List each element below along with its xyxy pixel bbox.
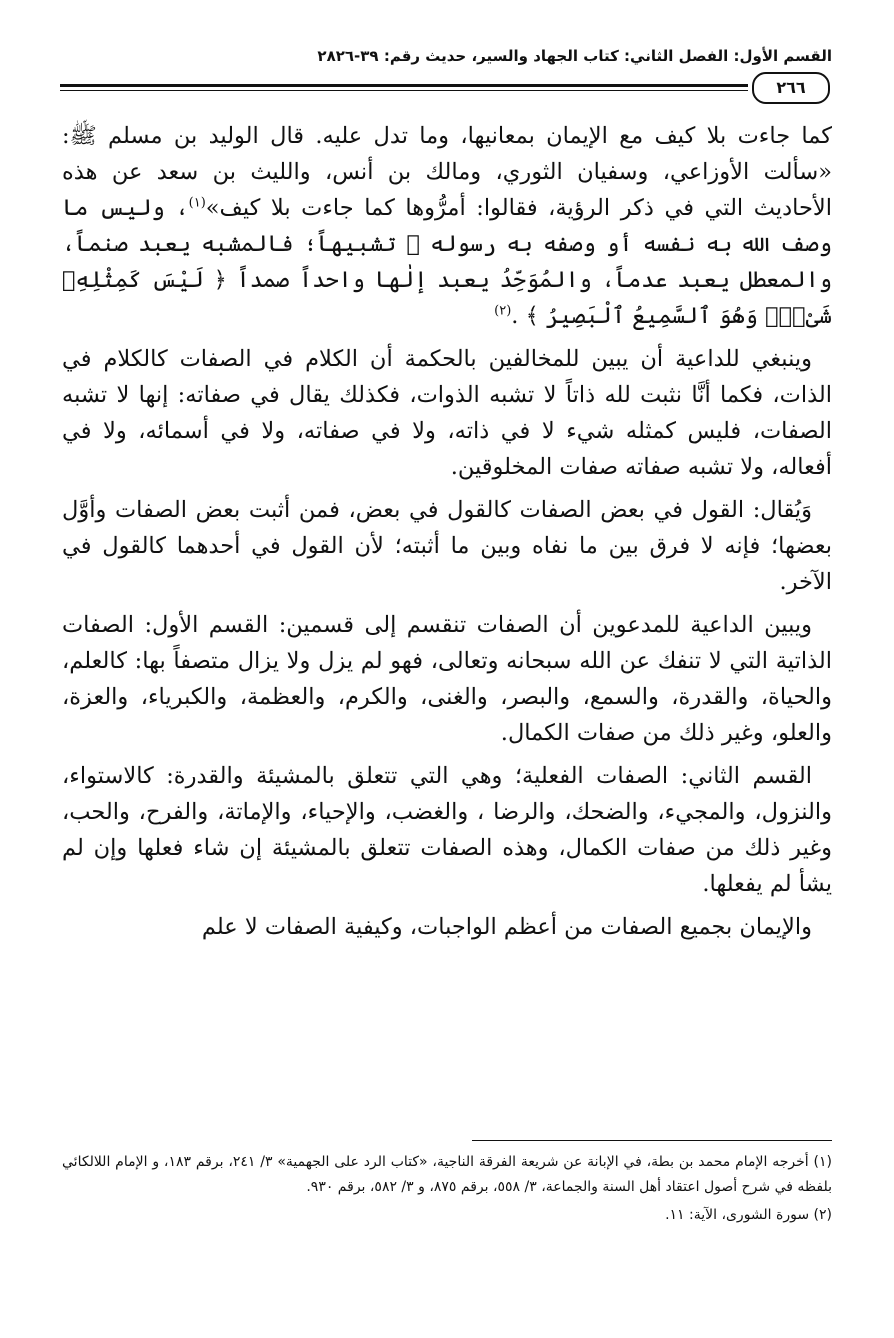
footnotes [62, 1150, 832, 1231]
running-header: القسم الأول: الفصل الثاني: كتاب الجهاد والسير، حديث رقم: ٣٩-٢٨٢٦ [317, 47, 832, 65]
footnote-ref-2: (٢) [494, 303, 512, 319]
paragraph-1-part-a: كما جاءت بلا كيف مع الإيمان بمعانيها، وما تدل عليه. قال الوليد بن مسلم ﷺ: «سألت الأوزاعي، وسفيان الثوري، ومالك بن أنس، والليث بن سعد عن هذه الأحاديث التي في ذكر الرؤية، فقالوا: أمرُّوها كما جاءت بلا كيف» [62, 123, 832, 221]
footnote-separator [472, 1140, 832, 1141]
main-text [62, 118, 832, 952]
footnote-ref-1: (١) [188, 195, 206, 211]
paragraph-1-part-b: ، وليس ما وصف الله به نفسه أو وصفه به رسوله ﷺ تشبيهاً؛ فالمشبه يعبد صنماً، والمعطل يعبد عدماً، والمُوَحِّدُ يعبد إلٰها واحداً صمداً ﴿ لَيْسَ كَمِثْلِهِۦ شَىْءٌۖ وَهُوَ ٱلسَّمِيعُ ٱلْبَصِيرُ ﴾ . [62, 195, 832, 329]
footnote-2: (٢) سورة الشورى، الآية: ١١. [665, 1207, 832, 1223]
paragraph-5: القسم الثاني: الصفات الفعلية؛ وهي التي تتعلق بالمشيئة والقدرة: كالاستواء، والنزول، والمجيء، والضحك، والرضا ، والغضب، والإحياء، والإماتة، والفرح، والحب، وغير ذلك من صفات الكمال، وهذه الصفات تتعلق بالمشيئة إن شاء فعلها وإن لم يشأ لم يفعلها. [62, 763, 832, 897]
paragraph-6: والإيمان بجميع الصفات من أعظم الواجبات، وكيفية الصفات لا علم [201, 914, 812, 940]
header-rule [60, 70, 832, 104]
paragraph-1 [62, 118, 832, 334]
page-number-badge: ٢٦٦ [752, 72, 830, 104]
paragraph-4: ويبين الداعية للمدعوين أن الصفات تنقسم إلى قسمين: القسم الأول: الصفات الذاتية التي لا تنفك عن الله سبحانه وتعالى، فهو لم يزل ولا يزال متصفاً بها: كالعلم، والحياة، والقدرة، والسمع، والبصر، والغنى، والكرم، والعظمة، والكبرياء، والعزة، والعلو، وغير ذلك من صفات الكمال. [62, 612, 832, 746]
footnote-1: (١) أخرجه الإمام محمد بن بطة، في الإبانة عن شريعة الفرقة الناجية، «كتاب الرد على الجهمية» ٣/ ٢٤١، برقم ١٨٣، و الإمام اللالكائي بلفظه في شرح أصول اعتقاد أهل السنة والجماعة، ٣/ ٥٥٨، برقم ٨٧٥، و ٣/ ٥٨٢، برقم ٩٣٠. [62, 1154, 832, 1195]
double-rule-line [60, 84, 748, 91]
paragraph-3: وَيُقال: القول في بعض الصفات كالقول في بعض، فمن أثبت بعض الصفات وأوَّل بعضها؛ فإنه لا فرق بين ما نفاه وبين ما أثبته؛ لأن القول في أحدهما كالقول في الآخر. [62, 497, 832, 595]
paragraph-2: وينبغي للداعية أن يبين للمخالفين بالحكمة أن الكلام في الصفات كالكلام في الذات، فكما أنَّا نثبت لله ذاتاً لا تشبه الذوات، فكذلك يقال في صفاته: إنها لا تشبه الصفات، فليس كمثله شيء لا في ذاته، ولا في صفاته، ولا في أسمائه، ولا في أفعاله، ولا تشبه صفاته صفات المخلوقين. [62, 346, 832, 480]
